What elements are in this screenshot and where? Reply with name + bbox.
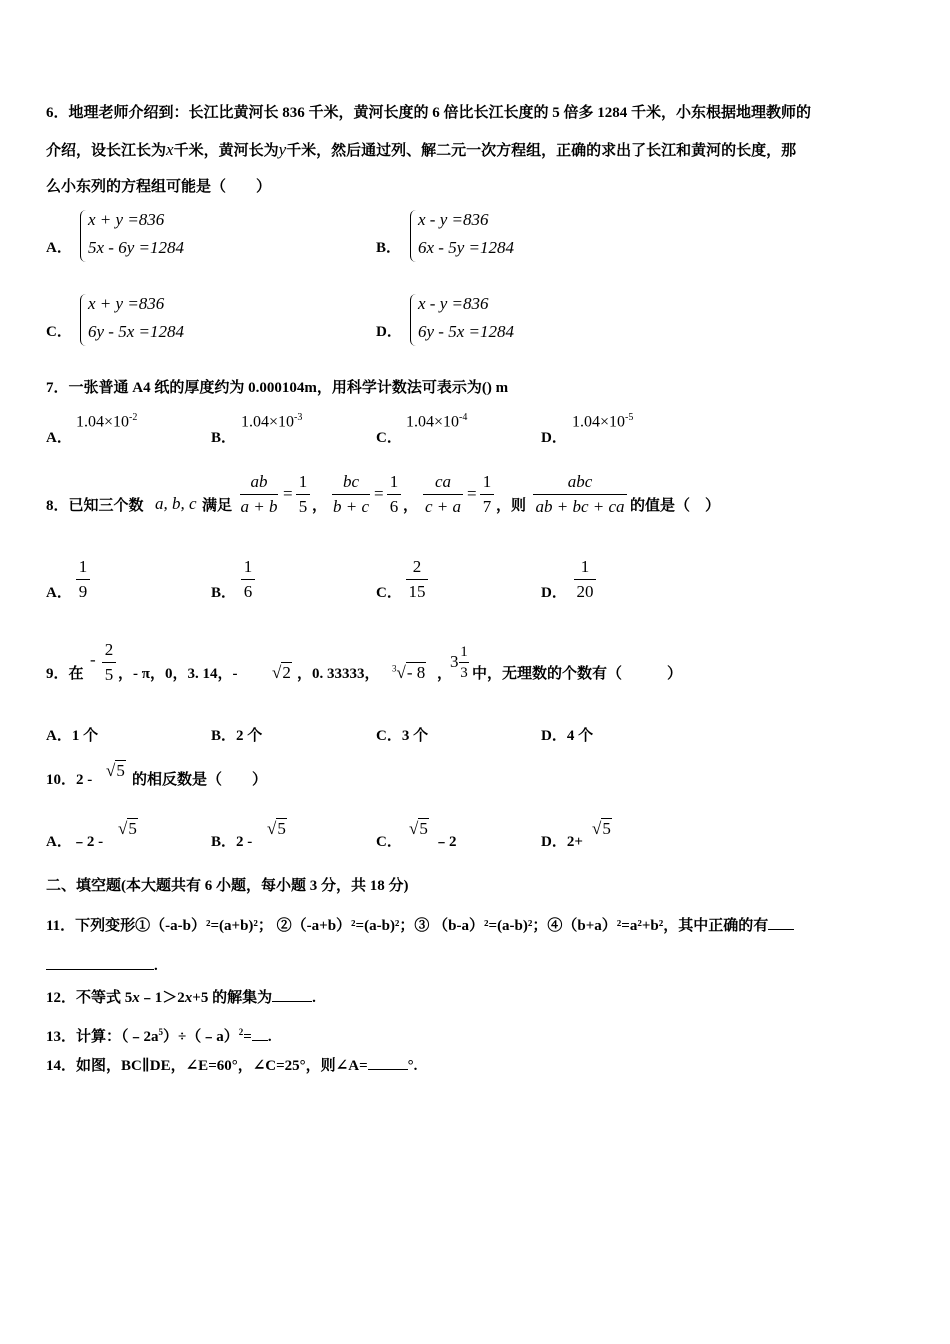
q8-fraction-one-sixth: 1 6 [387,472,401,517]
q8-equals-1: = [283,484,293,503]
q8-suffix: 的值是（ ） [630,498,721,514]
q7-option-c-label: C． [376,430,402,446]
q8-comma-1: ， [312,498,328,514]
q6-option-b-eq2: 6x - 5y =1284 [418,238,514,257]
q7-option-a-label: A． [46,430,72,446]
q8-then: ，则 [496,498,527,514]
q10-option-d-sqrt: √5 [592,819,611,838]
q10-option-c-label: C． [376,834,402,850]
q13: 13．计算：$(﹣2a^5)\div(﹣a)^2=$ . [46,1027,272,1045]
q8-fraction-one-seventh: 1 7 [480,472,494,517]
q6-option-d-eq2: 6y - 5x =1284 [418,322,514,341]
q6-option-a-system [80,210,230,264]
q7-option-b-value: $1.04\times 10^{-3}$ [241,412,303,431]
q7-option-d-value: $1.04\times 10^{-5}$ [572,412,634,431]
q14: 14．如图，BC∥DE，∠E=60°，∠C=25°，则∠A= °. [46,1058,418,1074]
q8-equals-3: = [467,484,477,503]
q6-option-c-eq2: 6y - 5x =1284 [88,322,184,341]
q9-option-d: D．4 个 [541,728,594,744]
q6-option-d-system [410,294,560,348]
q10-option-c-sqrt: √5 [409,819,428,838]
q6-var-y: y [278,140,287,159]
q6-line1: 6．地理老师介绍到：长江比黄河长 836 千米，黄河长度的 6 倍比长江长度的 5 倍多 1284 千米，小东根据地理教师的 [46,105,812,121]
q8-prefix: 8．已知三个数 [46,498,144,514]
q9-mixed-fraction: 1 3 [460,644,468,681]
section-2-heading: 二、填空题(本大题共有 6 小题，每小题 3 分，共 18 分) [46,878,409,894]
q8-comma-2: ， [403,498,419,514]
q9-option-a: A．1 个 [46,728,99,744]
q9-prefix: 9．在 [46,666,84,682]
q6-line3: 么小东列的方程组可能是（ ） [46,179,272,195]
q11-line2: . [46,956,158,976]
q6-option-d-label: D． [376,324,402,340]
q10-option-a: A．﹣2 - [46,834,104,850]
q9-minus: - [90,650,96,669]
q6-line2-a: 介绍，设长江长为 [46,143,167,159]
q6-option-b-label: B． [376,240,402,256]
q6-option-a-eq1: x + y =836 [88,210,165,229]
q9-cube-root-neg-8: $^3$√- 8 [392,663,426,682]
q9-suffix: 中，无理数的个数有（ ） [472,666,683,682]
q6-line2 [46,140,796,161]
q7-option-d-label: D． [541,430,567,446]
q6-option-c-label: C． [46,324,72,340]
q8-fraction-target: abc ab + bc + ca [533,472,627,517]
q7-stem: 7．一张普通 A4 纸的厚度约为 0.000104m，用科学计数法可表示为() m [46,380,509,396]
q10-suffix: 的相反数是（ ） [132,772,268,788]
q6-option-a-label: A． [46,240,72,256]
q8-option-c-label: C． [376,585,402,601]
q9-sqrt-2: √2 [272,663,291,682]
q6-option-b-eq1: x - y =836 [418,210,489,229]
q6-var-x: x [166,140,174,159]
q8-fraction-one-fifth: 1 5 [296,472,310,517]
q8-option-c-value: 2 15 [406,557,428,602]
q8-option-a-value: 1 9 [76,557,90,602]
q11-line1: 11．下列变形①（-a-b）²=(a+b)²； ②（-a+b）²=(a-b)²；③ （b-a）²=(a-b)²；④（b+a）²=a²+b²，其中正确的有 [46,916,794,936]
q10-option-a-sqrt: √5 [118,819,137,838]
q6-option-b-system [410,210,560,264]
q7-option-c-value: $1.04\times 10^{-4}$ [406,412,468,431]
q6-option-d-eq1: x - y =836 [418,294,489,313]
q6-option-c-eq1: x + y =836 [88,294,165,313]
q9-option-c: C．3 个 [376,728,429,744]
q8-fraction-bc: bc b + c [332,472,370,516]
q7-option-a-value: $1.04\times 10^{-2}$ [76,412,138,431]
q10-prefix: 10．2 - [46,772,93,788]
q6-option-c-system [80,294,230,348]
q8-vars: a, b, c [155,494,197,513]
q10-option-b-sqrt: √5 [267,819,286,838]
q10-option-d: D．2+ [541,834,583,850]
q8-option-b-label: B． [211,585,237,601]
q10-sqrt-5: √5 [106,761,125,780]
q8-fraction-ca: ca c + a [424,472,462,516]
q8-mid: 满足 [202,498,233,514]
q8-option-d-label: D． [541,585,567,601]
q8-fraction-ab: ab a + b [240,472,278,516]
q9-option-b: B．2 个 [211,728,263,744]
q10-option-c-post: ﹣2 [434,834,457,850]
q8-option-b-value: 1 6 [241,557,255,602]
q6-line2-b: 千米，黄河长为 [173,143,279,159]
q10-option-b: B．2 - [211,834,253,850]
q8-equals-2: = [374,484,384,503]
q9-comma: ， [437,666,453,682]
q9-mid2: ，0. 33333， [297,666,380,682]
q9-mixed-whole: 3 [450,652,459,671]
q8-option-d-value: 1 20 [574,557,596,602]
q12: 12．不等式 5x﹣1＞2x+5 的解集为 . [46,990,316,1006]
q8-option-a-label: A． [46,585,72,601]
q9-fraction-two-fifths: 2 5 [102,640,116,685]
q6-option-a-eq2: 5x - 6y =1284 [88,238,184,257]
q6-line2-c: 千米，然后通过列、解二元一次方程组，正确的求出了长江和黄河的长度，那 [286,143,797,159]
q7-option-b-label: B． [211,430,237,446]
q9-middle: ，- π，0，3. 14，- [118,666,238,682]
